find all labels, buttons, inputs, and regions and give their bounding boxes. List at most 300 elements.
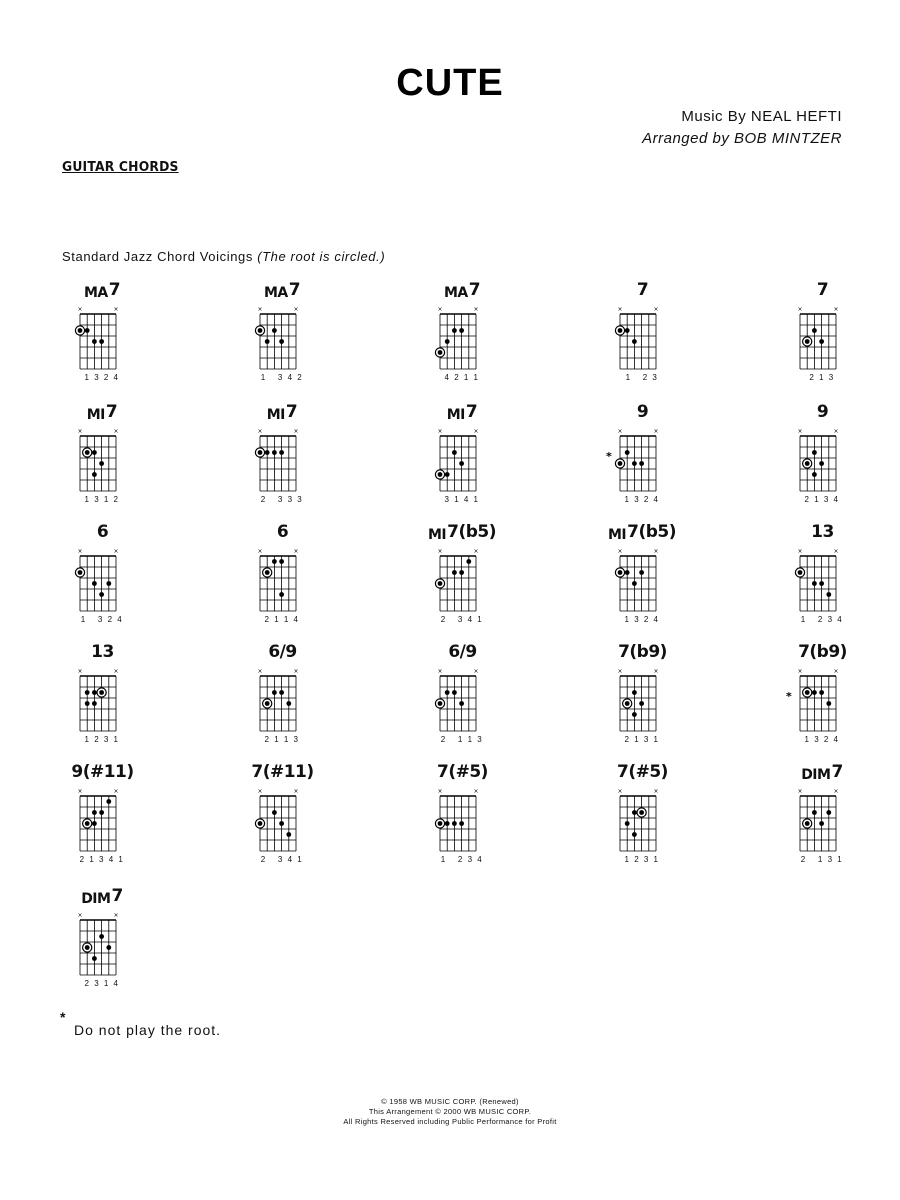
finger-dot bbox=[819, 339, 824, 344]
finger-dot bbox=[812, 450, 817, 455]
fretboard-grid bbox=[592, 544, 692, 616]
chord-extension: 7(b5) bbox=[627, 522, 676, 542]
muted-string-mark: × bbox=[617, 668, 623, 675]
finger-dot bbox=[452, 328, 457, 333]
chord-extension: 6/9 bbox=[448, 642, 477, 662]
finger-dot bbox=[812, 472, 817, 477]
fingering-numbers: 2 3 3 3 bbox=[260, 495, 304, 504]
finger-dot bbox=[826, 810, 831, 815]
finger-dot bbox=[258, 450, 263, 455]
fingering-numbers: 1 3 4 2 bbox=[260, 373, 304, 382]
chord-extension: 6/9 bbox=[268, 642, 297, 662]
finger-dot bbox=[272, 559, 277, 564]
chord-extension: 7(#11) bbox=[251, 762, 314, 782]
copyright-line: All Rights Reserved including Public Performance for Profit bbox=[343, 1117, 557, 1126]
chord-diagram bbox=[412, 402, 512, 508]
muted-string-mark: × bbox=[293, 428, 299, 435]
finger-dot bbox=[272, 328, 277, 333]
fretboard-grid bbox=[772, 664, 872, 736]
finger-dot bbox=[445, 339, 450, 344]
fingering-numbers: 2 3 4 1 bbox=[260, 855, 304, 864]
finger-dot bbox=[632, 810, 637, 815]
chord-diagram bbox=[412, 762, 512, 868]
chord-name bbox=[592, 642, 692, 664]
muted-string-mark: × bbox=[473, 428, 479, 435]
fingering-numbers: 2 1 3 1 bbox=[800, 855, 844, 864]
finger-dot bbox=[819, 690, 824, 695]
chord-extension: 7 bbox=[285, 402, 298, 422]
muted-string-mark: × bbox=[833, 306, 839, 313]
copyright-line: This Arrangement © 2000 WB MUSIC CORP. bbox=[368, 1107, 532, 1116]
finger-dot bbox=[812, 810, 817, 815]
chord-diagram bbox=[772, 402, 872, 508]
fretboard-grid bbox=[772, 784, 872, 856]
muted-string-mark: × bbox=[77, 306, 83, 313]
chord-extension: 7 bbox=[636, 280, 649, 300]
chord-quality: MI bbox=[427, 527, 447, 543]
finger-dot bbox=[286, 701, 291, 706]
chord-extension: 7(b9) bbox=[618, 642, 667, 662]
finger-dot bbox=[99, 810, 104, 815]
fingering-numbers: 1 2 3 1 bbox=[624, 855, 660, 864]
chord-diagram bbox=[772, 642, 872, 748]
finger-dot bbox=[445, 472, 450, 477]
footnote-text: Do not play the root. bbox=[74, 1022, 222, 1038]
fingering-numbers: 1 3 2 4 bbox=[624, 495, 660, 504]
finger-dot bbox=[798, 570, 803, 575]
chord-name bbox=[412, 522, 512, 544]
finger-dot bbox=[805, 821, 810, 826]
finger-dot bbox=[625, 450, 630, 455]
chord-name bbox=[412, 642, 512, 664]
chord-extension: 7(#5) bbox=[437, 762, 488, 782]
muted-string-mark: × bbox=[113, 668, 119, 675]
fretboard-grid bbox=[52, 908, 152, 980]
finger-dot bbox=[639, 810, 644, 815]
finger-dot bbox=[85, 945, 90, 950]
fretboard-grid bbox=[592, 784, 692, 856]
fretboard-grid bbox=[52, 424, 152, 496]
muted-string-mark: × bbox=[797, 788, 803, 795]
muted-string-mark: × bbox=[113, 788, 119, 795]
fingering-numbers: 1 2 3 1 bbox=[84, 735, 120, 744]
finger-dot bbox=[625, 328, 630, 333]
chord-diagram bbox=[232, 522, 332, 628]
chord-name bbox=[592, 402, 692, 424]
chord-name bbox=[772, 642, 872, 664]
chord-quality: MA bbox=[263, 285, 288, 301]
muted-string-mark: × bbox=[293, 668, 299, 675]
chord-diagram bbox=[592, 522, 692, 628]
finger-dot bbox=[632, 339, 637, 344]
muted-string-mark: × bbox=[257, 306, 263, 313]
finger-dot bbox=[99, 339, 104, 344]
chord-name bbox=[412, 402, 512, 424]
finger-dot bbox=[279, 339, 284, 344]
finger-dot bbox=[625, 821, 630, 826]
chord-extension: 9 bbox=[636, 402, 649, 422]
muted-string-mark: × bbox=[293, 788, 299, 795]
finger-dot bbox=[106, 581, 111, 586]
finger-dot bbox=[99, 461, 104, 466]
finger-dot bbox=[85, 450, 90, 455]
muted-string-mark: × bbox=[113, 548, 119, 555]
voicings-subtitle bbox=[62, 249, 385, 264]
chord-name bbox=[52, 402, 152, 424]
finger-dot bbox=[92, 450, 97, 455]
subtitle-text: Standard Jazz Chord Voicings bbox=[62, 249, 253, 264]
chord-name bbox=[52, 280, 152, 302]
chord-extension: 7 bbox=[468, 280, 481, 300]
finger-dot bbox=[826, 592, 831, 597]
chord-diagram bbox=[52, 522, 152, 628]
chord-extension: 7 bbox=[816, 280, 829, 300]
chord-quality: MI bbox=[607, 527, 627, 543]
finger-dot bbox=[92, 701, 97, 706]
finger-dot bbox=[99, 690, 104, 695]
finger-dot bbox=[618, 570, 623, 575]
fretboard-grid bbox=[232, 664, 332, 736]
finger-dot bbox=[632, 581, 637, 586]
muted-string-mark: × bbox=[437, 306, 443, 313]
finger-dot bbox=[639, 570, 644, 575]
muted-string-mark: × bbox=[617, 428, 623, 435]
muted-string-mark: × bbox=[257, 548, 263, 555]
chord-extension: 9 bbox=[816, 402, 829, 422]
chord-quality: MI bbox=[86, 407, 105, 423]
muted-string-mark: × bbox=[437, 548, 443, 555]
chord-name bbox=[232, 402, 332, 424]
fingering-numbers: 2 1 3 4 bbox=[804, 495, 840, 504]
subtitle-note: (The root is circled.) bbox=[257, 249, 386, 264]
chord-diagram bbox=[772, 522, 872, 628]
chord-name bbox=[592, 522, 692, 544]
finger-dot bbox=[459, 701, 464, 706]
fretboard-grid bbox=[232, 424, 332, 496]
finger-dot bbox=[92, 581, 97, 586]
page-title: CUTE bbox=[396, 62, 504, 104]
footnote bbox=[60, 1009, 222, 1038]
muted-string-mark: × bbox=[653, 548, 659, 555]
fretboard-grid bbox=[412, 784, 512, 856]
finger-dot bbox=[265, 450, 270, 455]
muted-string-mark: × bbox=[653, 428, 659, 435]
chord-name bbox=[592, 762, 692, 784]
fingering-numbers: 1 2 3 bbox=[625, 373, 659, 382]
finger-dot bbox=[92, 821, 97, 826]
chord-name bbox=[232, 642, 332, 664]
chord-name bbox=[232, 762, 332, 784]
fingering-numbers: 2 1 1 3 bbox=[264, 735, 300, 744]
finger-dot bbox=[438, 472, 443, 477]
finger-dot bbox=[459, 328, 464, 333]
chord-quality: MA bbox=[443, 285, 468, 301]
finger-dot bbox=[466, 559, 471, 564]
arranger-credit: Arranged by BOB MINTZER bbox=[642, 130, 842, 147]
muted-string-mark: × bbox=[653, 306, 659, 313]
finger-dot bbox=[452, 450, 457, 455]
muted-string-mark: × bbox=[113, 912, 119, 919]
muted-string-mark: × bbox=[473, 788, 479, 795]
finger-dot bbox=[452, 821, 457, 826]
finger-dot bbox=[265, 339, 270, 344]
finger-dot bbox=[106, 799, 111, 804]
finger-dot bbox=[625, 570, 630, 575]
finger-dot bbox=[459, 821, 464, 826]
finger-dot bbox=[265, 570, 270, 575]
chord-diagram bbox=[52, 402, 152, 508]
muted-string-mark: × bbox=[113, 306, 119, 313]
muted-string-mark: × bbox=[77, 668, 83, 675]
fretboard-grid bbox=[772, 544, 872, 616]
muted-string-mark: × bbox=[473, 306, 479, 313]
chord-name bbox=[52, 762, 152, 784]
fretboard-grid bbox=[772, 424, 872, 496]
finger-dot bbox=[279, 450, 284, 455]
finger-dot bbox=[805, 339, 810, 344]
fretboard-grid bbox=[232, 544, 332, 616]
chord-diagram bbox=[592, 762, 692, 868]
fingering-numbers: 2 3 1 4 bbox=[84, 979, 120, 988]
finger-dot bbox=[438, 821, 443, 826]
muted-string-mark: × bbox=[257, 668, 263, 675]
muted-string-mark: × bbox=[797, 548, 803, 555]
muted-string-mark: × bbox=[437, 668, 443, 675]
chord-diagram bbox=[232, 280, 332, 386]
chord-diagram bbox=[592, 280, 692, 386]
no-root-star: * bbox=[786, 690, 792, 703]
finger-dot bbox=[618, 461, 623, 466]
fretboard-grid bbox=[412, 544, 512, 616]
fingering-numbers: 1 3 2 4 bbox=[804, 735, 840, 744]
fingering-numbers: 1 3 1 2 bbox=[84, 495, 120, 504]
copyright-line: © 1958 WB MUSIC CORP. (Renewed) bbox=[381, 1097, 519, 1106]
finger-dot bbox=[805, 461, 810, 466]
chord-diagram bbox=[412, 280, 512, 386]
fretboard-grid bbox=[592, 664, 692, 736]
credits bbox=[642, 106, 842, 150]
fretboard-grid bbox=[412, 424, 512, 496]
chord-extension: 7(b9) bbox=[798, 642, 847, 662]
chord-diagram bbox=[52, 886, 152, 992]
fretboard-grid bbox=[772, 302, 872, 374]
finger-dot bbox=[819, 581, 824, 586]
chord-diagram bbox=[232, 402, 332, 508]
finger-dot bbox=[286, 832, 291, 837]
fretboard-grid bbox=[232, 302, 332, 374]
chord-name bbox=[52, 886, 152, 908]
chord-extension: 7(#5) bbox=[617, 762, 668, 782]
chord-diagram bbox=[232, 762, 332, 868]
muted-string-mark: × bbox=[617, 548, 623, 555]
finger-dot bbox=[438, 581, 443, 586]
finger-dot bbox=[92, 810, 97, 815]
chord-extension: 7(b5) bbox=[447, 522, 496, 542]
chord-extension: 7 bbox=[111, 886, 123, 906]
muted-string-mark: × bbox=[77, 548, 83, 555]
chord-diagram bbox=[52, 642, 152, 748]
muted-string-mark: × bbox=[293, 548, 299, 555]
fretboard-grid bbox=[52, 784, 152, 856]
fingering-numbers: 2 1 1 4 bbox=[264, 615, 300, 624]
no-root-star: * bbox=[606, 450, 612, 463]
chord-diagram bbox=[772, 762, 872, 868]
chord-name bbox=[232, 280, 332, 302]
muted-string-mark: × bbox=[617, 788, 623, 795]
finger-dot bbox=[812, 581, 817, 586]
finger-dot bbox=[826, 701, 831, 706]
chord-diagram bbox=[52, 280, 152, 386]
fretboard-grid bbox=[52, 302, 152, 374]
fingering-numbers: 1 2 3 4 bbox=[800, 615, 844, 624]
finger-dot bbox=[438, 701, 443, 706]
muted-string-mark: × bbox=[833, 428, 839, 435]
chord-name bbox=[772, 280, 872, 302]
chord-diagram bbox=[412, 522, 512, 628]
chord-diagram bbox=[232, 642, 332, 748]
finger-dot bbox=[85, 328, 90, 333]
fingering-numbers: 2 1 3 1 bbox=[624, 735, 660, 744]
fingering-numbers: 2 1 1 3 bbox=[440, 735, 484, 744]
muted-string-mark: × bbox=[653, 788, 659, 795]
finger-dot bbox=[819, 461, 824, 466]
fretboard-grid bbox=[232, 784, 332, 856]
chord-name bbox=[592, 280, 692, 302]
chord-quality: DIM bbox=[81, 891, 111, 907]
finger-dot bbox=[639, 461, 644, 466]
muted-string-mark: × bbox=[437, 428, 443, 435]
finger-dot bbox=[625, 701, 630, 706]
muted-string-mark: × bbox=[77, 912, 83, 919]
chord-diagram bbox=[592, 402, 692, 508]
fretboard-grid bbox=[592, 424, 692, 496]
finger-dot bbox=[279, 592, 284, 597]
finger-dot bbox=[92, 690, 97, 695]
muted-string-mark: × bbox=[653, 668, 659, 675]
muted-string-mark: × bbox=[293, 306, 299, 313]
chord-diagram bbox=[52, 762, 152, 868]
chord-name bbox=[772, 762, 872, 784]
chord-extension: 6 bbox=[276, 522, 289, 542]
fretboard-grid bbox=[592, 302, 692, 374]
chord-extension: 7 bbox=[108, 280, 121, 300]
chord-name bbox=[772, 522, 872, 544]
muted-string-mark: × bbox=[833, 668, 839, 675]
muted-string-mark: × bbox=[797, 668, 803, 675]
finger-dot bbox=[85, 701, 90, 706]
finger-dot bbox=[279, 821, 284, 826]
finger-dot bbox=[632, 712, 637, 717]
finger-dot bbox=[812, 328, 817, 333]
muted-string-mark: × bbox=[113, 428, 119, 435]
finger-dot bbox=[812, 690, 817, 695]
finger-dot bbox=[99, 592, 104, 597]
finger-dot bbox=[618, 328, 623, 333]
finger-dot bbox=[819, 821, 824, 826]
finger-dot bbox=[258, 821, 263, 826]
finger-dot bbox=[272, 690, 277, 695]
fingering-numbers: 4 2 1 1 bbox=[444, 373, 480, 382]
finger-dot bbox=[279, 559, 284, 564]
fretboard-grid bbox=[52, 664, 152, 736]
fingering-numbers: 3 1 4 1 bbox=[444, 495, 480, 504]
chord-quality: MA bbox=[83, 285, 108, 301]
finger-dot bbox=[92, 339, 97, 344]
muted-string-mark: × bbox=[833, 788, 839, 795]
chord-extension: 7 bbox=[465, 402, 478, 422]
finger-dot bbox=[92, 956, 97, 961]
finger-dot bbox=[265, 701, 270, 706]
chord-name bbox=[412, 762, 512, 784]
finger-dot bbox=[272, 450, 277, 455]
muted-string-mark: × bbox=[797, 306, 803, 313]
chord-extension: 7 bbox=[831, 762, 843, 782]
finger-dot bbox=[85, 690, 90, 695]
chord-diagram bbox=[412, 642, 512, 748]
muted-string-mark: × bbox=[833, 548, 839, 555]
fretboard-grid bbox=[412, 664, 512, 736]
fingering-numbers: 1 3 2 4 bbox=[624, 615, 660, 624]
chord-extension: 9(#11) bbox=[71, 762, 134, 782]
finger-dot bbox=[632, 832, 637, 837]
section-label: GUITAR CHORDS bbox=[62, 160, 179, 175]
finger-dot bbox=[632, 690, 637, 695]
finger-dot bbox=[445, 690, 450, 695]
copyright-notice bbox=[0, 1097, 900, 1127]
chord-diagram bbox=[772, 280, 872, 386]
muted-string-mark: × bbox=[257, 428, 263, 435]
muted-string-mark: × bbox=[77, 788, 83, 795]
finger-dot bbox=[438, 350, 443, 355]
finger-dot bbox=[279, 690, 284, 695]
chord-name bbox=[52, 642, 152, 664]
finger-dot bbox=[459, 461, 464, 466]
fingering-numbers: 2 3 4 1 bbox=[440, 615, 484, 624]
fretboard-grid bbox=[52, 544, 152, 616]
muted-string-mark: × bbox=[257, 788, 263, 795]
chord-diagram bbox=[592, 642, 692, 748]
finger-dot bbox=[639, 701, 644, 706]
finger-dot bbox=[805, 690, 810, 695]
chord-name bbox=[52, 522, 152, 544]
chord-name bbox=[772, 402, 872, 424]
chord-quality: MI bbox=[446, 407, 465, 423]
finger-dot bbox=[106, 945, 111, 950]
fingering-numbers: 1 3 2 4 bbox=[84, 373, 120, 382]
finger-dot bbox=[459, 570, 464, 575]
chord-extension: 13 bbox=[811, 522, 834, 542]
muted-string-mark: × bbox=[473, 548, 479, 555]
chord-quality: DIM bbox=[801, 767, 831, 783]
muted-string-mark: × bbox=[473, 668, 479, 675]
chord-quality: MI bbox=[266, 407, 285, 423]
finger-dot bbox=[452, 690, 457, 695]
finger-dot bbox=[272, 810, 277, 815]
muted-string-mark: × bbox=[797, 428, 803, 435]
fingering-numbers: 1 3 2 4 bbox=[80, 615, 124, 624]
chord-extension: 13 bbox=[91, 642, 114, 662]
chord-name bbox=[232, 522, 332, 544]
chord-extension: 7 bbox=[105, 402, 118, 422]
composer-credit: Music By NEAL HEFTI bbox=[681, 108, 842, 125]
muted-string-mark: × bbox=[77, 428, 83, 435]
chord-name bbox=[412, 280, 512, 302]
fingering-numbers: 2 1 3 4 1 bbox=[79, 855, 125, 864]
muted-string-mark: × bbox=[617, 306, 623, 313]
muted-string-mark: × bbox=[437, 788, 443, 795]
finger-dot bbox=[78, 328, 83, 333]
finger-dot bbox=[85, 821, 90, 826]
